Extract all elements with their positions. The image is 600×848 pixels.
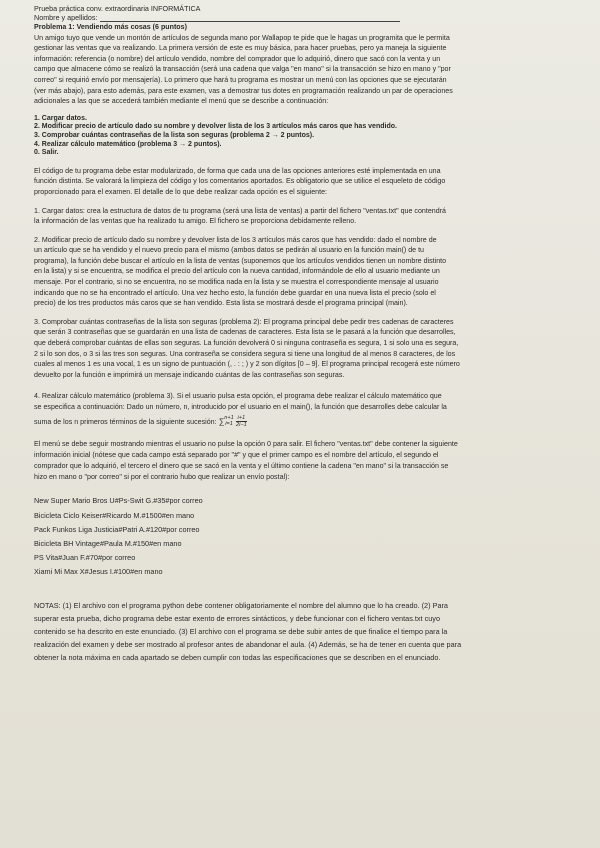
paragraph-line: que deberá comprobar cuántas de ellas son seguras. La función devolverá 0 si ninguna contraseña es segura, 1 si solo una es segura, (34, 339, 459, 348)
data-line: Bicicleta Ciclo Keiser#Ricardo M.#1500#en mano (34, 510, 195, 520)
option3-paragraph (34, 317, 600, 381)
problem-heading: Problema 1: Vendiendo más cosas (6 puntos) (34, 23, 187, 31)
paragraph-line: hizo en mano o "por correo" si por el contrario hubo que realizar un envío postal): (34, 473, 290, 482)
paragraph-line: la información de las ventas que ha realizado tu amigo. El fichero se proporciona debidamente relleno. (34, 217, 357, 226)
intro-line: correo" si requirió envío por mensajería). Lo primero que hará tu programa es mostrar un menú con las opciones que se ejecutarán (34, 75, 447, 84)
paragraph-line: un artículo que se ha vendido y el nuevo precio para el mismo (ambos datos se pedirán al usuario en la función main() de tu (34, 246, 424, 255)
data-line: Xiami Mi Max X#Jesus I.#100#en mano (34, 567, 163, 577)
paragraph-line: en la lista) y si se encuentra, se modifica el precio del artículo con la nueva cantidad, informándole de ello al usuario mediante un (34, 267, 440, 276)
paragraph-line: función distinta. Se valorará la limpieza del código y los comentarios aportados. Es obligatorio que se utilice el esqueleto de código (34, 177, 446, 186)
exam-content (34, 4, 600, 664)
paragraph-line: cuales al menos 1 es una vocal, 1 es un signo de puntuación (, . : ; ) y 2 son dígitos [0 – 9]. El programa principal recogerá este número (34, 360, 460, 369)
menu-item: 1. Cargar datos. (34, 114, 87, 122)
paragraph-line: 1. Cargar datos: crea la estructura de datos de tu programa (será una lista de ventas) a partir del fichero "ventas.txt" que contendrá (34, 206, 446, 215)
menu-loop-paragraph (34, 439, 600, 484)
menu-item: 0. Salir. (34, 149, 59, 157)
paragraph-line: mensaje. Por el contrario, si no se encuentra, no se modifica nada en la lista y se muestra el correspondiente mensaje al usuario (34, 278, 439, 287)
option4-paragraph (34, 391, 600, 430)
notes-line: NOTAS: (1) El archivo con el programa python debe contener obligatoriamente el nombre del alumno que lo ha creado. (2) Para (34, 600, 448, 610)
paragraph-line: 2 si lo son dos, o 3 si las tres son seguras. Una contraseña se considera segura si tiene una longitud de al menos 8 caracteres, de los (34, 349, 456, 358)
sum-limits: n+1 i=1 (224, 415, 234, 428)
notes-line: realización del examen y debe ser mostrado al profesor antes de abandonar el aula. (4) Además, se ha de tener en cuenta que para (34, 639, 462, 649)
option1-paragraph (34, 206, 600, 227)
intro-line: campo que almacene cómo se realizó la transacción (será una cadena que valga "en mano" si la transacción se hizo en mano y "por (34, 65, 451, 74)
menu-item: 2. Modificar precio de artículo dado su nombre y devolver lista de los 3 artículos más caros que has vendido. (34, 123, 397, 131)
paragraph-line: 3. Comprobar cuántas contraseñas de la lista son seguras (problema 2): El programa principal debe pedir tres cadenas de caracteres (34, 317, 454, 326)
notes-line: contenido se ha descrito en este enunciado. (3) El archivo con el programa se debe subir antes de que finalice el tiempo para la (34, 626, 448, 636)
paragraph-line: precio) de los tres productos más caros que se han vendido. Esta lista se mostrará desde el programa principal (main). (34, 299, 408, 308)
modular-paragraph (34, 166, 600, 198)
intro-line: (ver más abajo), para esto además, para este examen, vas a demostrar tus dotes en programación realizando un par de operaciones (34, 86, 453, 95)
paragraph-line: proporcionado para el examen. El detalle de lo que debe realizar cada opción es el siguiente: (34, 187, 328, 196)
data-line: New Super Mario Bros U#Ps-Swit G.#35#por correo (34, 496, 203, 506)
notes-line: obtener la nota máxima en cada apartado se deben cumplir con todas las especificaciones que se describen en el enunciado. (34, 652, 441, 662)
intro-line: información: referencia (o nombre) del artículo vendido, nombre del comprador que lo adquirió, dinero que sacó con la venta y un (34, 54, 441, 63)
name-underline (100, 14, 400, 22)
exam-header (34, 4, 600, 22)
paragraph-line: se especifica a continuación: Dado un número, n, introducido por el usuario en el main(), la función que desarrolles debe calcular la (34, 403, 447, 411)
menu-item: 4. Realizar cálculo matemático (problema 3 → 2 puntos). (34, 140, 222, 148)
exam-title: Prueba práctica conv. extraordinaria INFORMÁTICA (34, 4, 201, 13)
sigma-symbol: ∑ (218, 416, 225, 426)
paragraph-line: que serán 3 contraseñas que se guardarán en una lista de cadenas de caracteres. Esta lista se le pasará a la función que desarrolles, (34, 328, 456, 337)
paragraph-line: información inicial (nótese que cada campo está separado por "#" y que el primer campo es el nombre del artículo, el segundo el (34, 450, 439, 459)
paragraph-line: comprador que lo adquirió, el tercero el dinero que se sacó en la venta y el último contiene la cadena "en mano" si la transacción se (34, 462, 449, 470)
name-field-row (34, 13, 600, 22)
name-label: Nombre y apellidos: (34, 13, 98, 22)
menu-item: 3. Comprobar cuántas contraseñas de la lista son seguras (problema 2 → 2 puntos). (34, 131, 315, 139)
paragraph-line: 4. Realizar cálculo matemático (problema 3). Si el usuario pulsa esta opción, el programa debe realizar el cálculo matemático que (34, 392, 442, 401)
intro-line: Un amigo tuyo que vende un montón de artículos de segunda mano por Wallapop te pide que le hagas un programita que le permita (34, 33, 450, 42)
data-line: PS Vita#Juan F.#70#por correo (34, 553, 136, 563)
intro-line: gestionar las ventas que va realizando. La primera versión de este es muy básica, para hacer pruebas, pero ya maneja la siguiente (34, 44, 447, 53)
data-line: Bicicleta BH Vintage#Paula M.#150#en mano (34, 539, 182, 549)
option2-paragraph (34, 235, 600, 309)
paragraph-line-formula: suma de los n primeros términos de la siguiente sucesión: ∑ n+1 i=1 $\frac{i+1}{2i-1}$ (34, 414, 247, 428)
paragraph-line: 2. Modificar precio de artículo dado su nombre y devolver lista de los 3 artículos más caros que has vendido: dado el nombre de (34, 235, 437, 244)
summation-formula (218, 414, 247, 428)
paragraph-line: El código de tu programa debe estar modularizado, de forma que cada una de las opciones anteriores esté implementada en una (34, 166, 441, 175)
paragraph-line: programa), la función debe buscar el artículo en la lista de ventas (suponemos que los artículos vendidos tienen un nombre distinto (34, 256, 447, 265)
menu-list (34, 115, 600, 158)
data-line: Pack Funkos Liga Justicia#Patri A.#120#por correo (34, 524, 200, 534)
ventas-data-list (34, 494, 600, 579)
problem-intro (34, 33, 600, 107)
intro-line: adicionales a las que se accederá también mediante el menú que se describe a continuación: (34, 97, 329, 106)
notes-section (34, 599, 600, 664)
paragraph-line: indicando que no se ha encontrado el artículo. Una vez hecho esto, la función debe guardar en una nueva lista el precio (solo el (34, 288, 436, 297)
notes-line: superar esta prueba, dicho programa debe estar exento de errores sintácticos, y debe funcionar con el fichero ventas.txt cuyo (34, 613, 441, 623)
sum-fraction: $\frac{i+1}{2i-1}$ (235, 414, 247, 428)
paragraph-line: El menú se debe seguir mostrando mientras el usuario no pulse la opción 0 para salir. El fichero "ventas.txt" debe contener la siguiente (34, 439, 458, 448)
paragraph-line: devuelto por la función e imprimirá un mensaje indicando cuántas de las contraseñas son seguras. (34, 370, 345, 379)
